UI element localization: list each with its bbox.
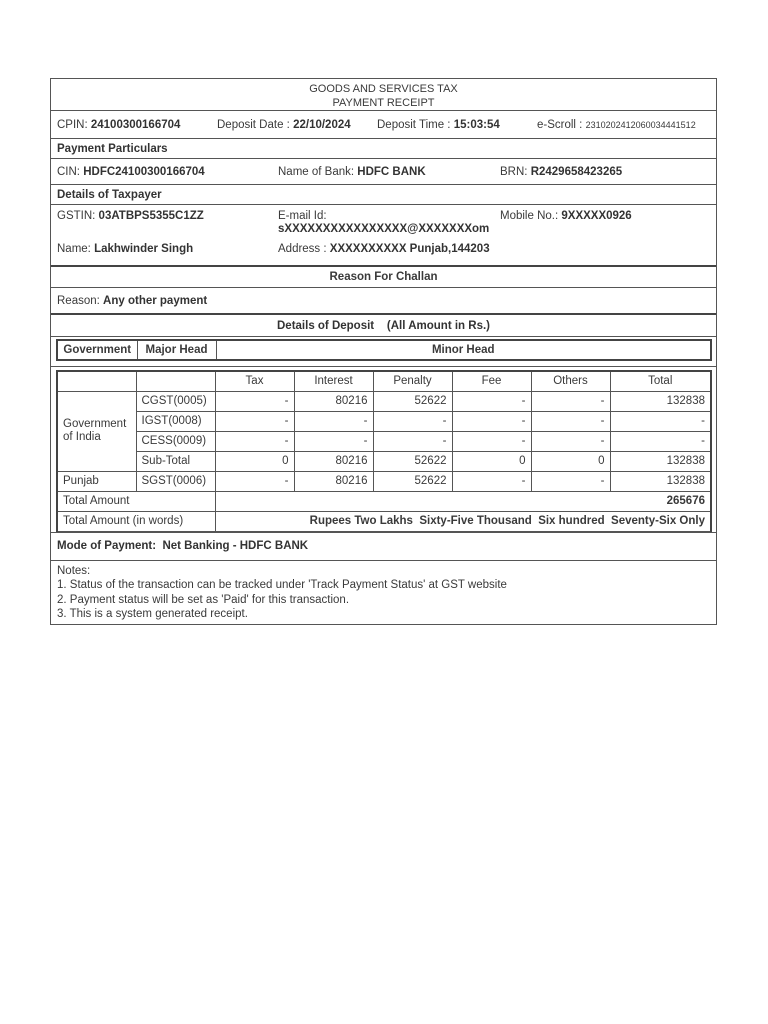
- mobile-label: Mobile No.:: [500, 210, 559, 222]
- taxpayer-details: [51, 205, 716, 267]
- punjab: Punjab: [57, 471, 136, 491]
- bank-label: Name of Bank:: [278, 165, 355, 178]
- total-amount-value: 265676: [215, 491, 711, 511]
- deposit-table-band: [51, 367, 716, 533]
- value-cell: 80216: [294, 471, 373, 491]
- total-amount-row: [57, 491, 711, 511]
- mobile-value: 9XXXXX0926: [561, 210, 632, 222]
- value-cell: 132838: [610, 451, 711, 471]
- col-fee: Fee: [452, 371, 531, 391]
- deposit-date: [217, 119, 377, 131]
- value-cell: -: [531, 431, 610, 451]
- value-cell: -: [215, 471, 294, 491]
- value-cell: -: [531, 411, 610, 431]
- col-interest: Interest: [294, 371, 373, 391]
- gstin-value: 03ATBPS5355C1ZZ: [98, 210, 204, 222]
- address: [278, 243, 490, 255]
- reason-row: [51, 288, 716, 315]
- value-cell: -: [215, 391, 294, 411]
- email-value: sXXXXXXXXXXXXXXXX@XXXXXXXom: [278, 223, 490, 235]
- brn: [500, 166, 716, 178]
- address-label: Address :: [278, 243, 327, 255]
- taxpayer-name: [57, 243, 193, 255]
- value-cell: 0: [452, 451, 531, 471]
- value-cell: -: [294, 411, 373, 431]
- value-cell: 80216: [294, 391, 373, 411]
- empty-cell: [57, 371, 136, 391]
- deposit-note: (All Amount in Rs.): [386, 320, 490, 332]
- table-row: [57, 411, 711, 431]
- value-cell: -: [610, 431, 711, 451]
- value-cell: -: [452, 431, 531, 451]
- col-major-head: Major Head: [137, 340, 216, 360]
- table-header-row: [57, 371, 711, 391]
- notes-heading: Notes:: [57, 564, 91, 577]
- major-head: SGST(0006): [136, 471, 215, 491]
- brn-value: R2429658423265: [530, 165, 623, 178]
- value-cell: -: [215, 431, 294, 451]
- total-amount-label: Total Amount: [57, 491, 215, 511]
- value-cell: 0: [531, 451, 610, 471]
- amount-in-words-row: [57, 511, 711, 531]
- mode-value: Net Banking - HDFC BANK: [162, 540, 309, 552]
- value-cell: 52622: [373, 451, 452, 471]
- note-item: 3. This is a system generated receipt.: [57, 608, 248, 620]
- value-cell: 0: [215, 451, 294, 471]
- name-label: Name:: [57, 243, 91, 255]
- taxpayer-heading: Details of Taxpayer: [51, 185, 716, 205]
- col-total: Total: [610, 371, 711, 391]
- value-cell: -: [452, 471, 531, 491]
- value-cell: -: [373, 431, 452, 451]
- deposit-time-value: 15:03:54: [453, 118, 500, 131]
- deposit-heading-text: Details of Deposit: [277, 320, 375, 332]
- value-cell: -: [452, 391, 531, 411]
- empty-cell: [136, 371, 215, 391]
- value-cell: 132838: [610, 471, 711, 491]
- cpin-value: 24100300166704: [90, 118, 181, 131]
- table-row: [57, 391, 711, 411]
- deposit-table: [56, 370, 712, 532]
- value-cell: -: [294, 431, 373, 451]
- bank-name: [278, 166, 500, 178]
- escroll-value: 2310202412060034441512: [585, 119, 696, 130]
- reason-heading: Reason For Challan: [51, 267, 716, 288]
- subtotal-row: [57, 451, 711, 471]
- table-row: [57, 471, 711, 491]
- deposit-time: [377, 119, 537, 131]
- mobile: [500, 210, 632, 222]
- major-head: CGST(0005): [136, 391, 215, 411]
- amount-in-words-value: Rupees Two Lakhs Sixty-Five Thousand Six hundred Seventy-Six Only: [215, 511, 711, 531]
- value-cell: -: [610, 411, 711, 431]
- gstin: [57, 210, 204, 222]
- gstin-label: GSTIN:: [57, 210, 96, 222]
- value-cell: 80216: [294, 451, 373, 471]
- payment-receipt: [50, 78, 717, 625]
- email-label: E-mail Id:: [278, 210, 327, 222]
- value-cell: -: [531, 391, 610, 411]
- note-item: 2. Payment status will be set as 'Paid' for this transaction.: [57, 593, 350, 606]
- name-value: Lakhwinder Singh: [94, 243, 194, 255]
- payment-particulars-row: [51, 159, 716, 185]
- brn-label: BRN:: [500, 165, 528, 178]
- cpin: [57, 119, 217, 131]
- major-head: IGST(0008): [136, 411, 215, 431]
- deposit-date-label: Deposit Date :: [217, 118, 290, 131]
- escroll: [537, 119, 716, 131]
- value-cell: -: [531, 471, 610, 491]
- payment-particulars-heading: Payment Particulars: [51, 139, 716, 159]
- deposit-date-value: 22/10/2024: [293, 118, 351, 131]
- reason-label: Reason:: [57, 294, 100, 307]
- reason-value: Any other payment: [103, 294, 208, 307]
- value-cell: -: [452, 411, 531, 431]
- value-cell: 52622: [373, 391, 452, 411]
- note-item: 1. Status of the transaction can be tracked under 'Track Payment Status' at GST website: [57, 579, 507, 591]
- cpin-row: [51, 111, 716, 139]
- escroll-label: e-Scroll :: [537, 118, 583, 131]
- mode-label: Mode of Payment:: [57, 540, 157, 552]
- notes: [51, 561, 716, 624]
- header-line-1: GOODS AND SERVICES TAX: [309, 83, 458, 95]
- cin-label: CIN:: [57, 165, 80, 178]
- deposit-time-label: Deposit Time :: [377, 118, 451, 131]
- address-value: XXXXXXXXXX Punjab,144203: [329, 243, 490, 255]
- cpin-label: CPIN:: [57, 118, 88, 131]
- col-government: Government: [57, 340, 137, 360]
- major-head: CESS(0009): [136, 431, 215, 451]
- col-minor-head: Minor Head: [216, 340, 711, 360]
- value-cell: 52622: [373, 471, 452, 491]
- table-row: [57, 431, 711, 451]
- value-cell: -: [215, 411, 294, 431]
- cin-value: HDFC24100300166704: [83, 165, 205, 178]
- col-others: Others: [531, 371, 610, 391]
- mode-of-payment: [51, 533, 716, 561]
- value-cell: 132838: [610, 391, 711, 411]
- value-cell: -: [373, 411, 452, 431]
- major-head: Sub-Total: [136, 451, 215, 471]
- deposit-heading: [51, 315, 716, 337]
- receipt-header: [51, 79, 716, 111]
- header-line-2: PAYMENT RECEIPT: [332, 97, 435, 109]
- deposit-header-band: [51, 337, 716, 367]
- col-penalty: Penalty: [373, 371, 452, 391]
- col-tax: Tax: [215, 371, 294, 391]
- email: [278, 210, 489, 236]
- government-of-india: Government of India: [57, 391, 136, 471]
- amount-in-words-label: Total Amount (in words): [57, 511, 215, 531]
- deposit-header-table: [56, 339, 712, 361]
- cin: [57, 166, 278, 178]
- bank-value: HDFC BANK: [357, 165, 426, 178]
